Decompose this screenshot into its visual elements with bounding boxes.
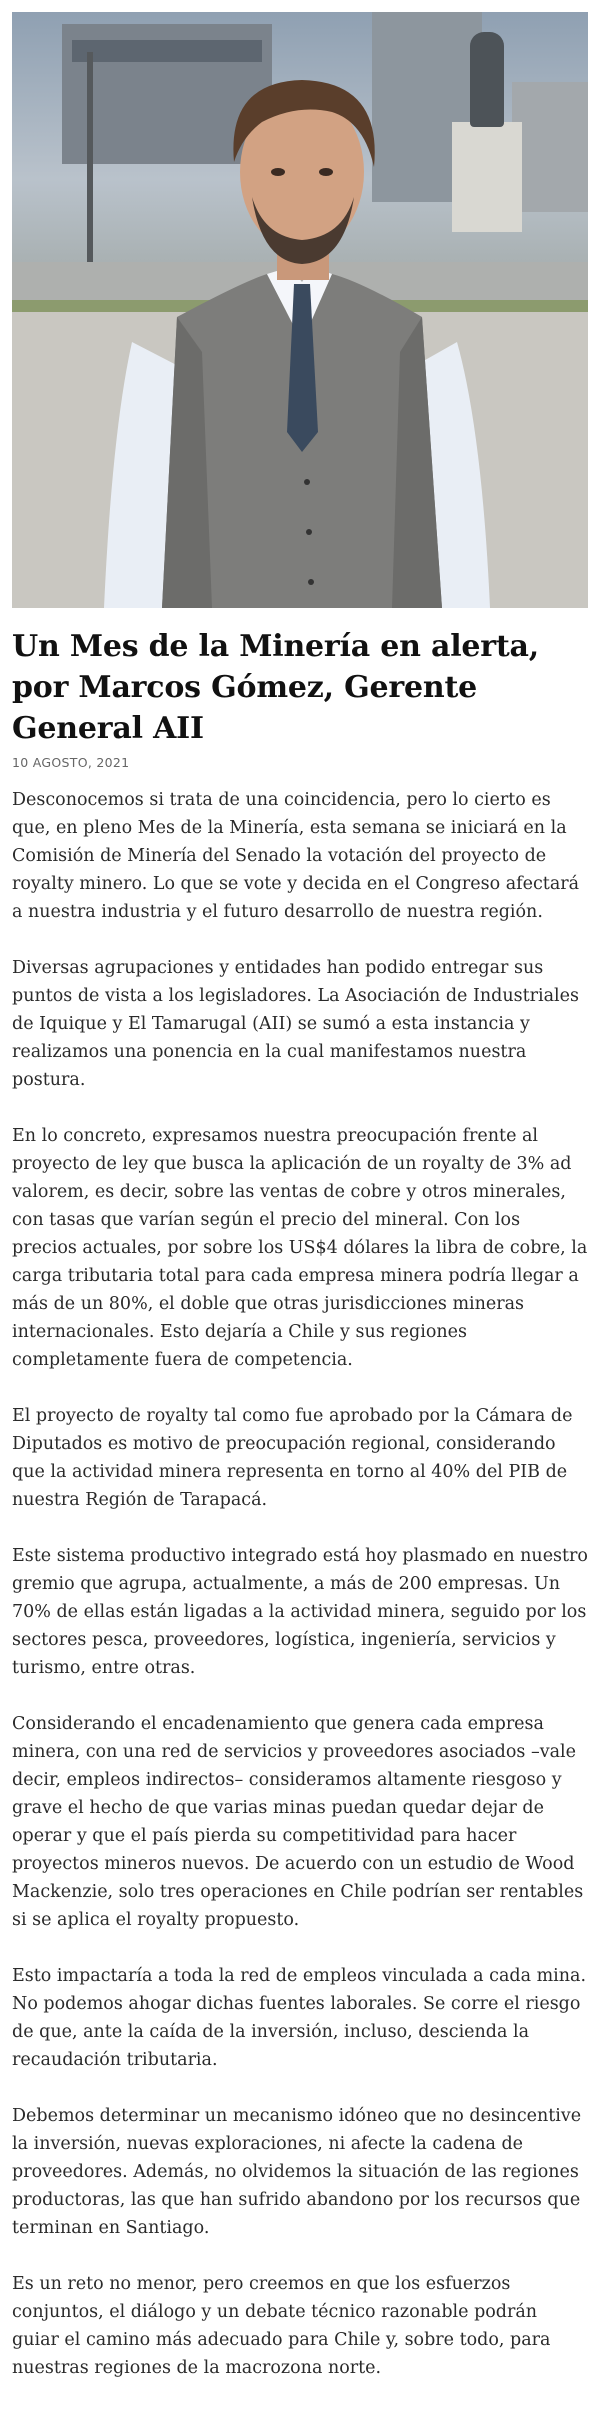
paragraph: El proyecto de royalty tal como fue aprobado por la Cámara de Diputados es motivo de preocupación regional, considerando que la actividad minera representa en torno al 40% del PIB de nuestra Región de Tarapacá. <box>12 1406 573 1510</box>
paragraph: En lo concreto, expresamos nuestra preocupación frente al proyecto de ley que busca la aplicación de un royalty de 3% ad valorem, es decir, sobre las ventas de cobre y otros minerales, con tasas que varían según el precio del mineral. Con los precios actuales, por sobre los US$4 dólares la libra de cobre, la carga tributaria total para cada empresa minera podría llegar a más de un 80%, el doble que otras jurisdicciones mineras internacionales. Esto dejaría a Chile y sus regiones completamente fuera de competencia. <box>12 1126 588 1370</box>
paragraph: Desconocemos si trata de una coincidencia, pero lo cierto es que, en pleno Mes de la Minería, esta semana se iniciará en la Comisión de Minería del Senado la votación del proyecto de royalty minero. Lo que se vote y decida en el Congreso afectará a nuestra industria y el futuro desarrollo de nuestra región. <box>12 790 580 922</box>
paragraph: Debemos determinar un mecanismo idóneo que no desincentive la inversión, nuevas exploraciones, ni afecte la cadena de proveedores. Además, no olvidemos la situación de las regiones productoras, las que han sufrido abandono por los recursos que terminan en Santiago. <box>12 2106 582 2238</box>
paragraph: Diversas agrupaciones y entidades han podido entregar sus puntos de vista a los legisladores. La Asociación de Industriales de Iquique y El Tamarugal (AII) se sumó a esta instancia y realizamos una ponencia en la cual manifestamos nuestra postura. <box>12 958 579 1090</box>
paragraph: Es un reto no menor, pero creemos en que los esfuerzos conjuntos, el diálogo y un debate técnico razonable podrán guiar el camino más adecuado para Chile y, sobre todo, para nuestras regiones de la macrozona norte. <box>12 2274 551 2378</box>
paragraph: Considerando el encadenamiento que genera cada empresa minera, con una red de servicios y proveedores asociados –vale decir, empleos indirectos– consideramos altamente riesgoso y grave el hecho de que varias minas puedan quedar dejar de operar y que el país pierda su competitividad para hacer proyectos mineros nuevos. De acuerdo con un estudio de Wood Mackenzie, solo tres operaciones en Chile podrían ser rentables si se aplica el royalty propuesto. <box>12 1714 584 1930</box>
article-body <box>12 786 588 2382</box>
paragraph: Esto impactaría a toda la red de empleos vinculada a cada mina. No podemos ahogar dichas fuentes laborales. Se corre el riesgo de que, ante la caída de la inversión, incluso, descienda la recaudación tributaria. <box>12 1966 587 2070</box>
article-date: 10 AGOSTO, 2021 <box>12 755 130 770</box>
hero-photo <box>12 12 588 608</box>
article-title: Un Mes de la Minería en alerta, por Marcos Gómez, Gerente General AII <box>12 629 540 746</box>
portrait-man <box>12 12 588 608</box>
article <box>12 12 588 2410</box>
paragraph: Este sistema productivo integrado está hoy plasmado en nuestro gremio que agrupa, actualmente, a más de 200 empresas. Un 70% de ellas están ligadas a la actividad minera, seguido por los sectores pesca, proveedores, logística, ingeniería, servicios y turismo, entre otras. <box>12 1546 588 1678</box>
